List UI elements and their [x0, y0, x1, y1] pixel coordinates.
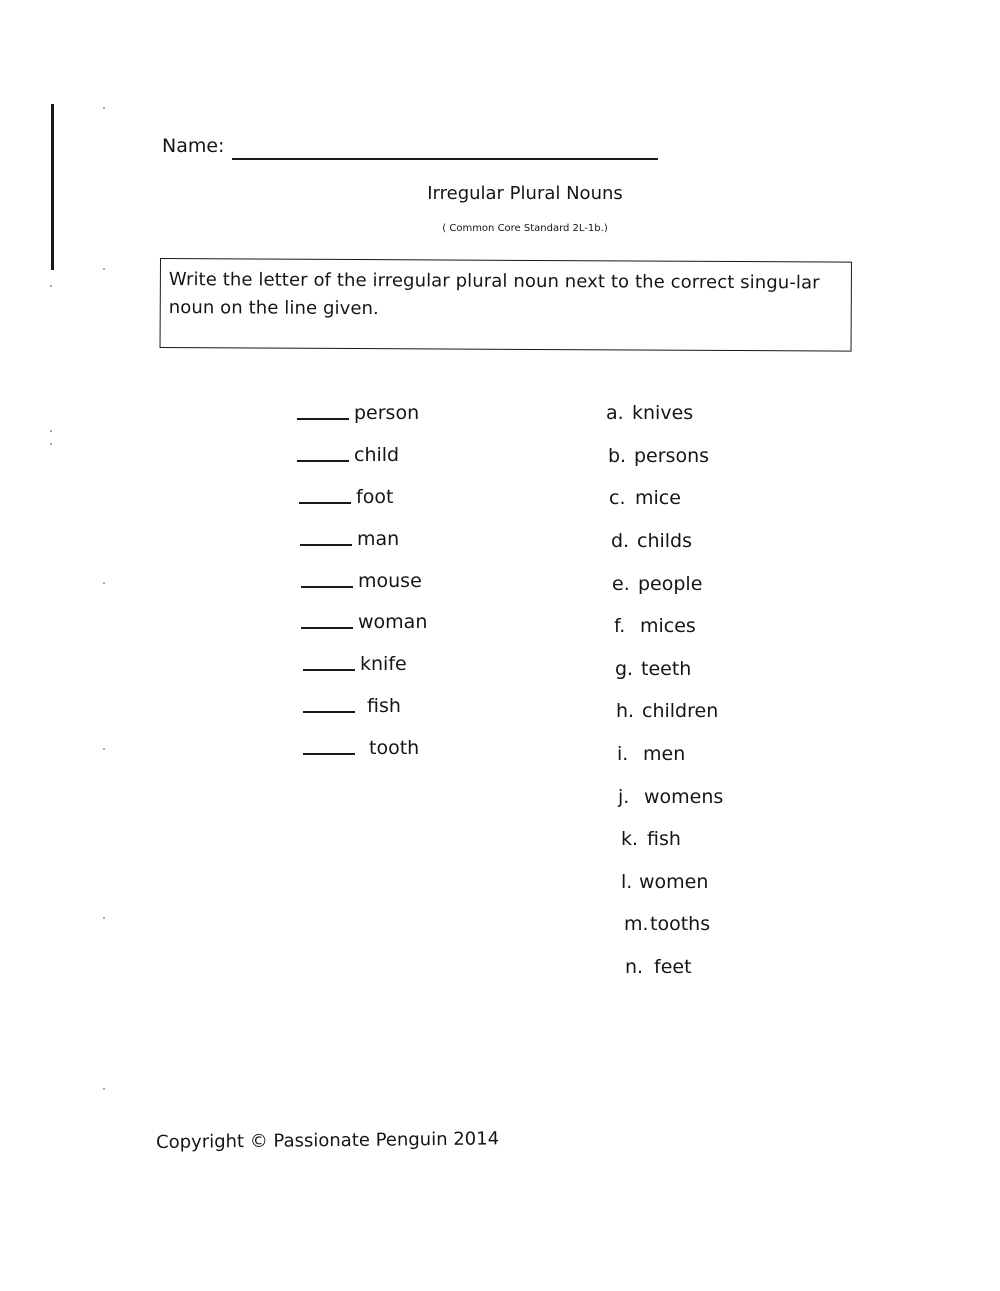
singular-word: mouse	[358, 569, 422, 592]
singular-word: person	[354, 401, 420, 424]
scan-speck	[103, 917, 105, 919]
singular-item	[297, 643, 497, 685]
standard-reference: ( Common Core Standard 2L-1b.)	[442, 223, 608, 234]
singular-item	[297, 434, 497, 476]
option-letter: j.	[618, 785, 630, 808]
plural-option	[606, 435, 846, 478]
answer-blank[interactable]	[300, 544, 352, 546]
option-letter: h.	[616, 700, 635, 723]
option-letter: g.	[615, 657, 634, 680]
plural-option	[606, 477, 846, 520]
singular-item	[297, 392, 497, 434]
singular-word: knife	[360, 653, 407, 676]
plural-option	[606, 520, 846, 563]
plural-option	[606, 605, 846, 648]
scan-speck	[103, 268, 105, 270]
option-letter: b.	[608, 444, 627, 467]
option-word: children	[642, 700, 719, 723]
option-word: mice	[635, 487, 681, 510]
singular-word: tooth	[369, 737, 420, 760]
singular-item	[297, 560, 497, 602]
name-field[interactable]	[232, 158, 658, 160]
worksheet-title: Irregular Plural Nouns	[427, 183, 623, 204]
option-letter: k.	[621, 828, 639, 851]
name-label: Name:	[162, 135, 225, 157]
plural-option	[606, 775, 846, 818]
plural-option	[606, 818, 846, 861]
singular-item	[297, 518, 497, 560]
answer-blank[interactable]	[301, 627, 353, 629]
singular-word: man	[357, 527, 400, 550]
answer-blank[interactable]	[303, 669, 355, 671]
answer-blank[interactable]	[299, 502, 351, 504]
answer-blank[interactable]	[301, 586, 353, 588]
plural-option	[606, 946, 846, 989]
name-row	[162, 135, 658, 157]
option-letter: a.	[606, 402, 624, 425]
answer-blank[interactable]	[297, 460, 349, 462]
singular-item	[297, 601, 497, 643]
instructions-box	[160, 258, 852, 352]
singular-noun-list	[297, 392, 497, 769]
answer-blank[interactable]	[303, 711, 355, 713]
option-letter: m.	[624, 913, 649, 936]
singular-item	[297, 727, 497, 769]
scan-speck	[103, 1088, 105, 1090]
option-word: people	[638, 572, 703, 595]
option-word: tooths	[650, 913, 711, 936]
option-word: fish	[647, 828, 681, 851]
option-word: women	[639, 870, 709, 893]
option-letter: l.	[621, 870, 633, 893]
singular-word: fish	[367, 695, 401, 718]
option-word: childs	[637, 530, 693, 553]
option-letter: d.	[611, 530, 630, 553]
plural-option	[606, 392, 846, 435]
copyright-notice: Copyright © Passionate Penguin 2014	[156, 1128, 500, 1153]
answer-blank[interactable]	[303, 753, 355, 755]
plural-option	[606, 733, 846, 776]
scan-speck	[103, 107, 105, 109]
plural-option-list	[606, 392, 846, 988]
option-word: persons	[634, 444, 710, 467]
option-letter: i.	[617, 743, 629, 766]
option-letter: f.	[614, 615, 626, 638]
answer-blank[interactable]	[297, 418, 349, 420]
scan-speck	[50, 285, 52, 287]
option-word: feet	[654, 956, 692, 979]
scan-speck	[50, 443, 52, 445]
singular-item	[297, 476, 497, 518]
option-word: teeth	[641, 657, 692, 680]
scan-speck	[50, 430, 52, 432]
singular-item	[297, 685, 497, 727]
singular-word: child	[354, 443, 400, 466]
scan-speck	[103, 748, 105, 750]
plural-option	[606, 903, 846, 946]
option-word: womens	[644, 785, 724, 808]
option-word: mices	[640, 615, 696, 638]
plural-option	[606, 648, 846, 691]
option-letter: c.	[609, 487, 626, 510]
instructions-text: Write the letter of the irregular plural noun next to the correct singu-lar noun on the line given.	[168, 269, 820, 320]
option-word: knives	[632, 402, 694, 425]
plural-option	[606, 690, 846, 733]
singular-word: foot	[356, 485, 394, 508]
plural-option	[606, 562, 846, 605]
option-letter: e.	[612, 572, 630, 595]
plural-option	[606, 861, 846, 904]
singular-word: woman	[358, 611, 428, 634]
option-letter: n.	[625, 956, 644, 979]
scan-speck	[103, 582, 105, 584]
scan-edge-mark	[51, 104, 54, 270]
option-word: men	[643, 743, 686, 766]
